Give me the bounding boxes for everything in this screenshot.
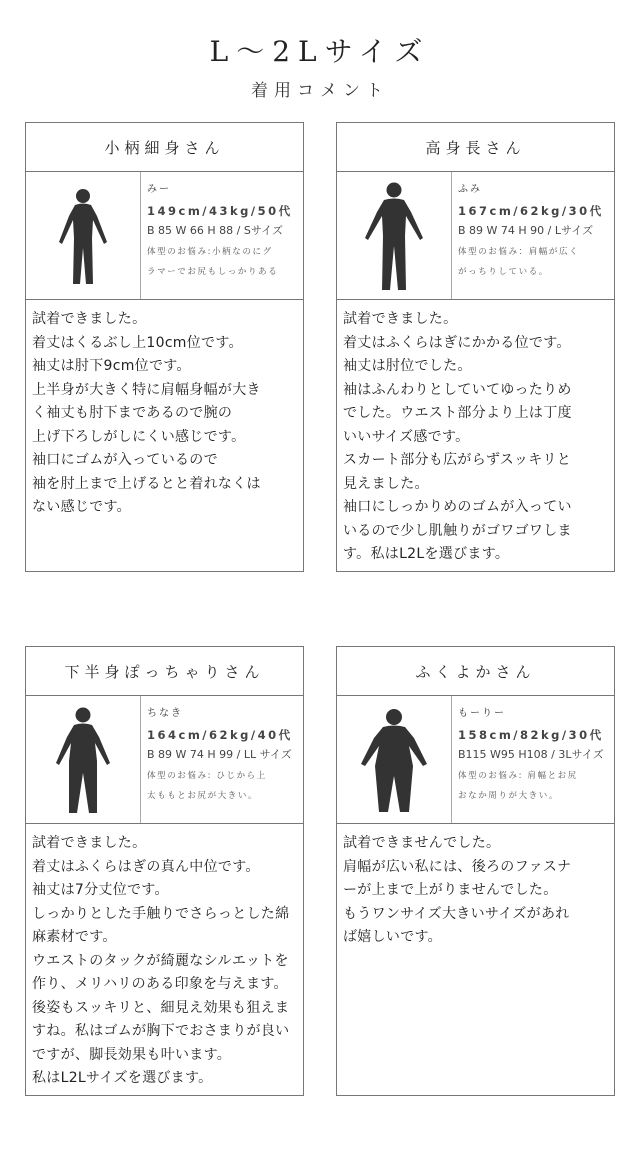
review-card <box>336 122 615 572</box>
reviewer-stats: 158cm/82kg/30代 <box>458 727 604 742</box>
reviewer-stats: 167cm/62kg/30代 <box>458 203 604 218</box>
reviewer-name: ちなき <box>147 708 183 719</box>
reviewer-measurements: B 89 W 74 H 99 / LL サイズ <box>147 748 292 761</box>
body-worry: がっちりしている。 <box>458 266 549 277</box>
body-worry: 太ももとお尻が大きい。 <box>147 790 259 801</box>
body-worry: 体型のお悩み：肩幅が広く <box>458 246 580 257</box>
body-worry: 体型のお悩み:小柄なのにグ <box>147 246 273 257</box>
review-card <box>25 122 304 572</box>
reviewer-name: みー <box>147 184 171 195</box>
reviewer-name: もーりー <box>458 708 506 719</box>
page-subtitle: 着用コメント <box>251 81 389 101</box>
reviewer-measurements: B 89 W 74 H 90 / Lサイズ <box>458 224 594 237</box>
body-type-heading: 下半身ぽっちゃりさん <box>26 647 303 696</box>
review-card <box>25 646 304 1096</box>
reviewer-measurements: B 85 W 66 H 88 / Sサイズ <box>147 224 283 237</box>
review-card <box>336 646 615 1096</box>
reviewer-stats: 149cm/43kg/50代 <box>147 203 293 218</box>
review-comment: 試着できました。 着丈はふくらはぎの真ん中位です。 袖丈は7分丈位です。 しっかりとした手触りでさらっとした綿 麻素材です。 ウエストのタックが綺麗なシルエットを 作り、メリハリのある印象を与えます。 後姿もスッキリと、細見え効果も狙えま すね。私はゴムが胸下でおさまりが良い ですが、脚長効果も叶います。 私はL2Lサイズを選びます。 <box>32 835 290 1086</box>
body-silhouette-icon <box>26 172 141 299</box>
reviewer-stats: 164cm/62kg/40代 <box>147 727 293 742</box>
body-worry: 体型のお悩み: 肩幅とお尻 <box>458 770 578 781</box>
body-worry: 体型のお悩み: ひじから上 <box>147 770 267 781</box>
body-type-heading: 高身長さん <box>337 123 614 172</box>
body-worry: おなか周りが大きい。 <box>458 790 560 801</box>
body-silhouette-icon <box>337 172 452 299</box>
page-title: L～2Lサイズ <box>209 35 431 68</box>
reviewer-measurements: B115 W95 H108 / 3Lサイズ <box>458 748 604 761</box>
body-worry: ラマーでお尻もしっかりある <box>147 266 279 277</box>
body-type-heading: ふくよかさん <box>337 647 614 696</box>
body-silhouette-icon <box>337 696 452 823</box>
review-comment: 試着できませんでした。 肩幅が広い私には、後ろのファスナ ーが上まで上がりませんでした。 もうワンサイズ大きいサイズがあれ ば嬉しいです。 <box>343 835 572 945</box>
review-comment: 試着できました。 着丈はふくらはぎにかかる位です。 袖丈は肘位でした。 袖はふんわりとしていてゆったりめ でした。ウエスト部分より上は丁度 いいサイズ感です。 スカート部分も広がらずスッキリと 見えました。 袖口にしっかりめのゴムが入ってい いるので少し肌触りがゴワゴワしま す。私はL2Lを選びます。 <box>343 311 572 562</box>
reviewer-name: ふみ <box>458 184 482 195</box>
body-silhouette-icon <box>26 696 141 823</box>
body-type-heading: 小柄細身さん <box>26 123 303 172</box>
review-comment: 試着できました。 着丈はくるぶし上10cm位です。 袖丈は肘下9cm位です。 上半身が大きく特に肩幅身幅が大き く袖丈も肘下まであるので腕の 上げ下ろしがしにくい感じです。 袖口にゴムが入っているので 袖を肘上まで上げるとと着れなくは ない感じです。 <box>32 311 261 515</box>
